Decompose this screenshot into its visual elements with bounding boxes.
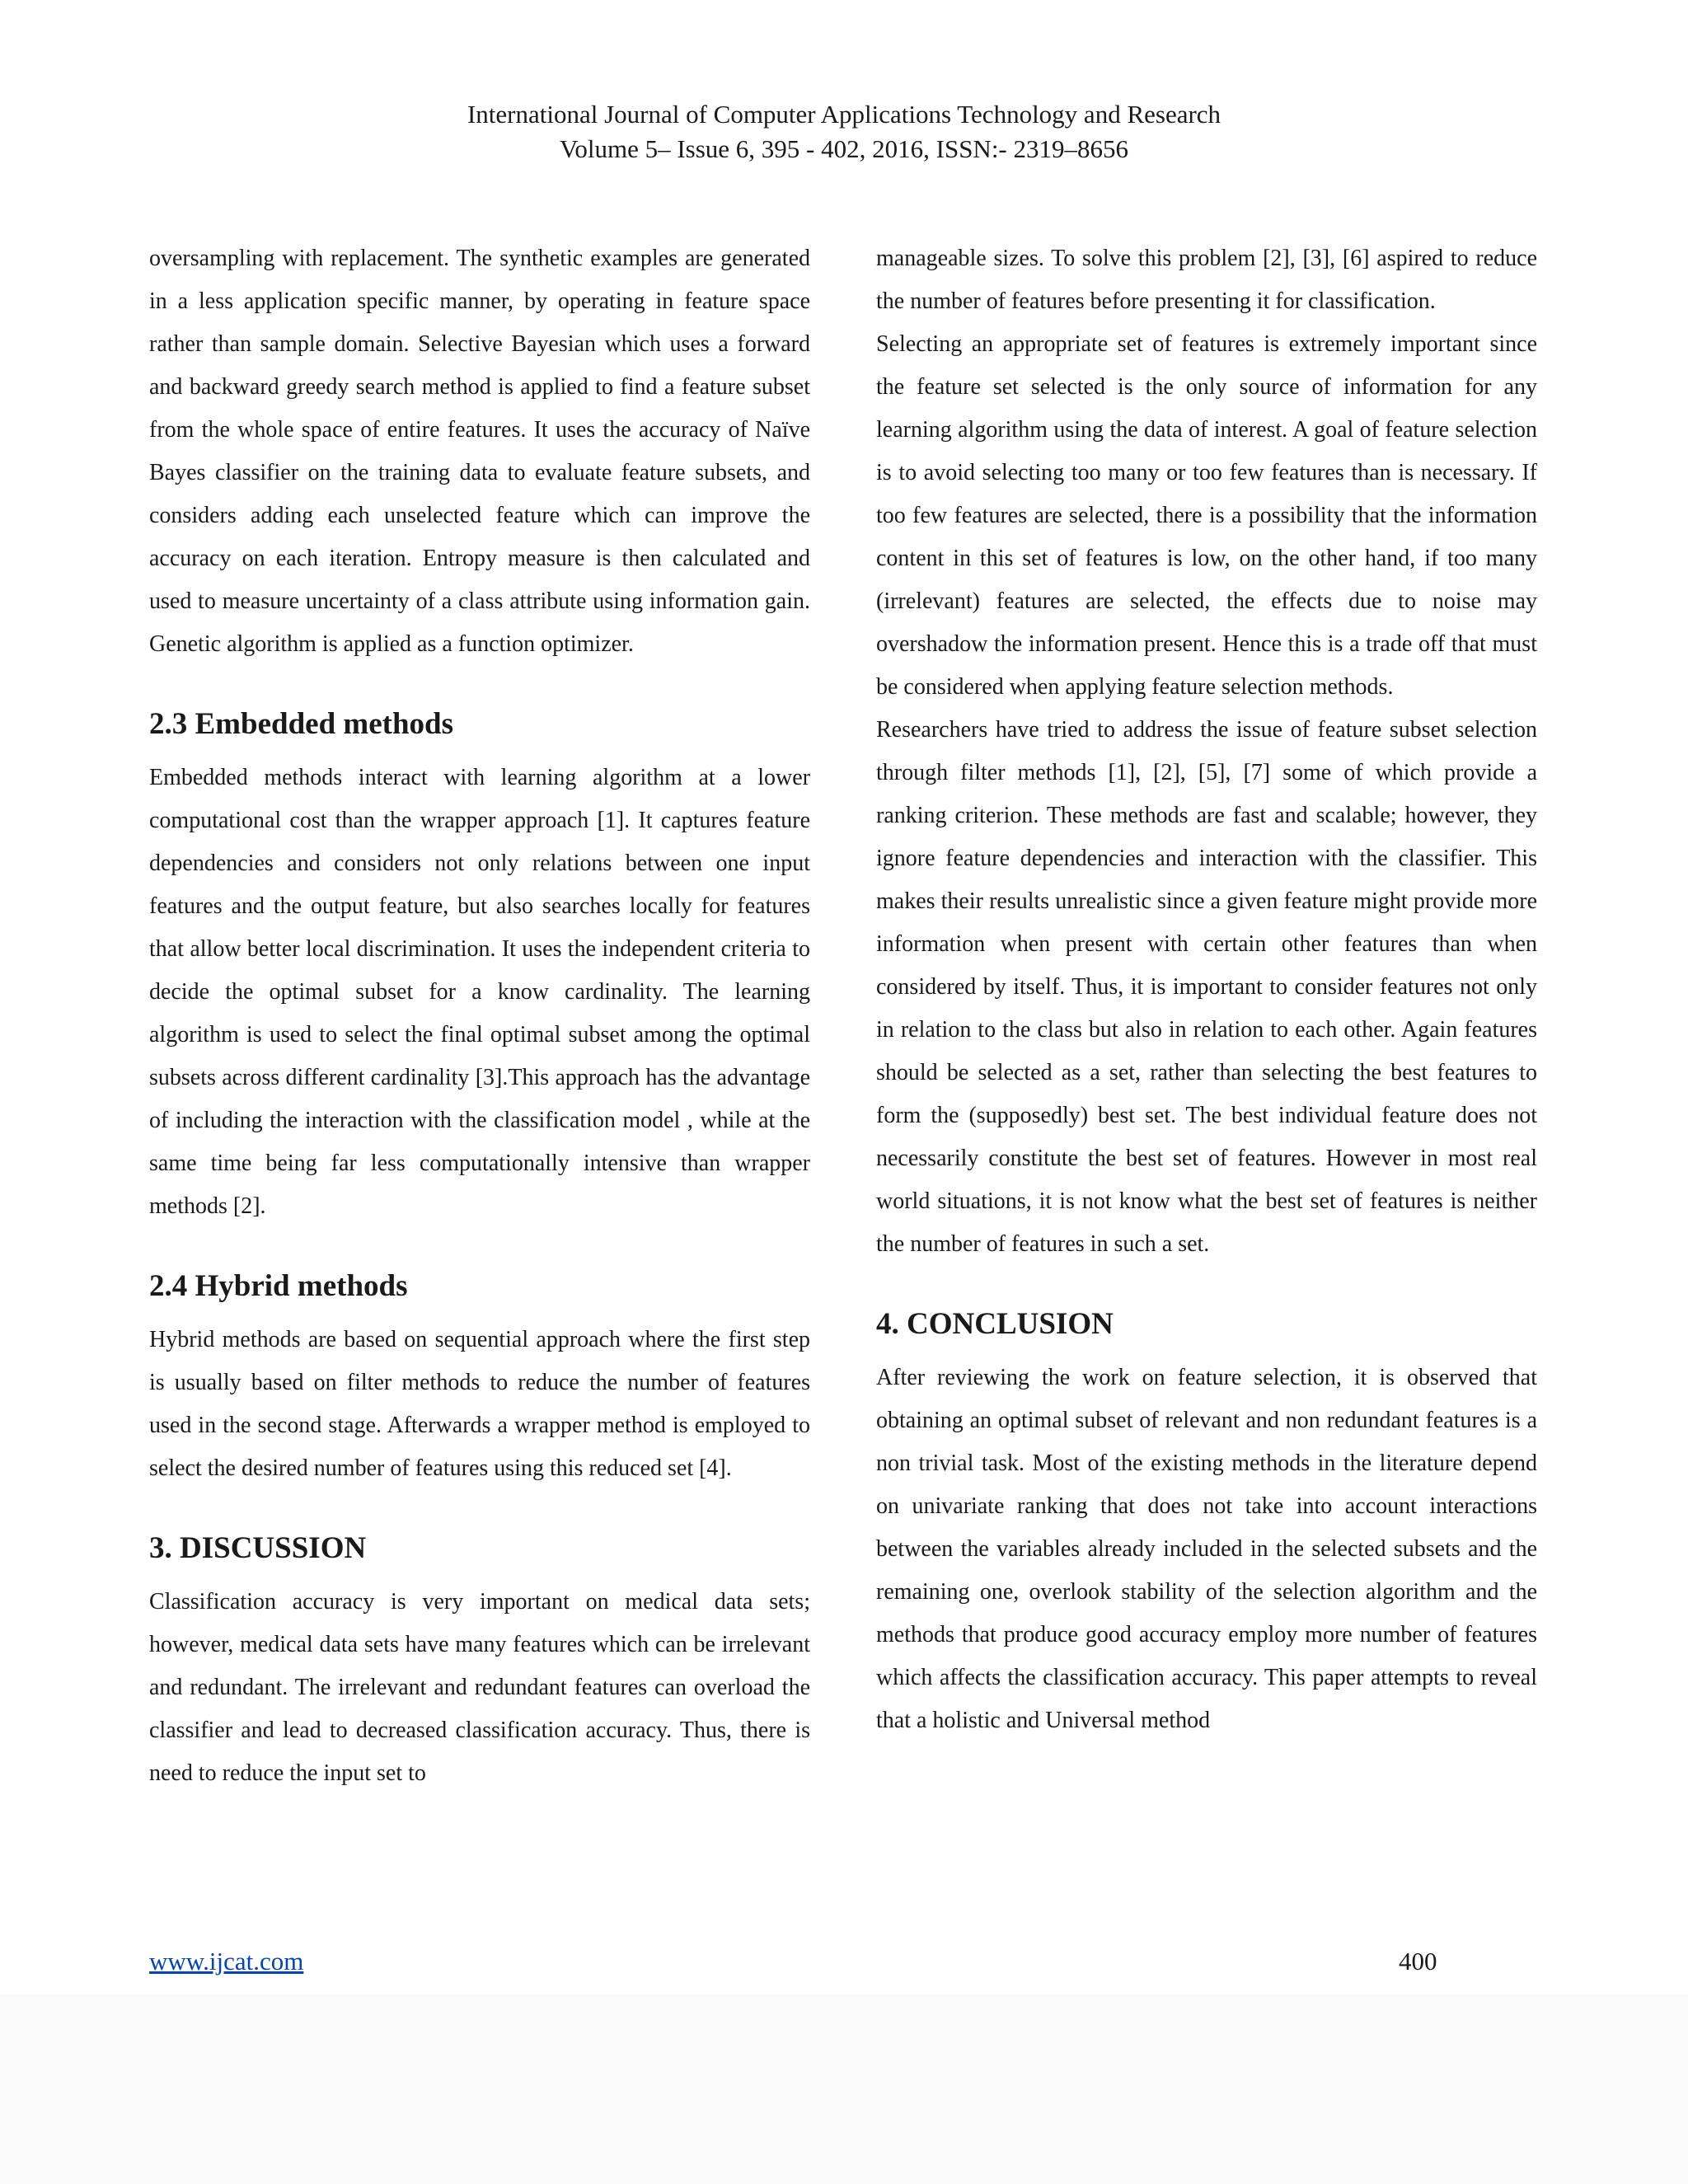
section-2-4-text: Hybrid methods are based on sequential approach where the first step is usually based on filter methods to reduce the number of features used in the second stage. Afterwards a wrapper method is employed to select the desired number of features using this reduced set [4].	[149, 1327, 810, 1481]
right-paragraph-1: manageable sizes. To solve this problem [2], [3], [6] aspired to reduce the number of features before presenting it for classification.	[876, 246, 1537, 314]
right-paragraph-3: Researchers have tried to address the issue of feature subset selection through filter methods [1], [2], [5], [7] some of which provide a ranking criterion. These methods are fast and scalable; however, they ignore feature dependencies and interaction with the classifier. This makes their results unrealistic since a given feature might provide more information when present with certain other features than when considered by itself. Thus, it is important to consider features not only in relation to the class but also in relation to each other. Again features should be selected as a set, rather than selecting the best features to form the (supposedly) best set. The best individual feature does not necessarily constitute the best set of features. However in most real world situations, it is not know what the best set of features is neither the number of features in such a set.	[876, 717, 1537, 1257]
section-2-3-heading: 2.3 Embedded methods	[149, 707, 454, 741]
journal-volume-info: Volume 5– Issue 6, 395 - 402, 2016, ISSN:- 2319–8656	[559, 134, 1129, 163]
right-paragraph-2: Selecting an appropriate set of features is extremely important since the feature set selected is the only source of information for any learning algorithm using the data of interest. A goal of feature selection is to avoid selecting too many or too few features than is necessary. If too few features are selected, there is a possibility that the information content in this set of features is low, on the other hand, if too many (irrelevant) features are selected, the effects due to noise may overshadow the information present. Hence this is a trade off that must be considered when applying feature selection methods.	[876, 331, 1537, 700]
section-3-text: Classification accuracy is very important on medical data sets; however, medical data sets have many features which can be irrelevant and redundant. The irrelevant and redundant features can overload the classifier and lead to decreased classification accuracy. Thus, there is need to reduce the input set to	[149, 1589, 810, 1786]
journal-title: International Journal of Computer Applications Technology and Research	[467, 100, 1221, 129]
page-number: 400	[1399, 1947, 1437, 1975]
section-4-text: After reviewing the work on feature selection, it is observed that obtaining an optimal subset of relevant and non redundant features is a non trivial task. Most of the existing methods in the literature depend on univariate ranking that does not take into account interactions between the variables already included in the selected subsets and the remaining one, overlook stability of the selection algorithm and the methods that produce good accuracy employ more number of features which affects the classification accuracy. This paper attempts to reveal that a holistic and Universal method	[876, 1365, 1537, 1733]
left-column	[149, 237, 810, 1795]
section-2-3-text: Embedded methods interact with learning algorithm at a lower computational cost than the wrapper approach [1]. It captures feature dependencies and considers not only relations between one input features and the output feature, but also searches locally for features that allow better local discrimination. It uses the independent criteria to decide the optimal subset for a know cardinality. The learning algorithm is used to select the final optimal subset among the optimal subsets across different cardinality [3].This approach has the advantage of including the interaction with the classification model , while at the same time being far less computationally intensive than wrapper methods [2].	[149, 765, 810, 1219]
right-column	[876, 237, 1537, 1742]
section-4-heading: 4. CONCLUSION	[876, 1307, 1114, 1341]
journal-website-link[interactable]: www.ijcat.com	[149, 1947, 304, 1975]
section-2-4-heading: 2.4 Hybrid methods	[149, 1269, 408, 1303]
section-3-heading: 3. DISCUSSION	[149, 1531, 367, 1565]
scan-margin	[0, 1994, 1688, 2184]
intro-paragraph: oversampling with replacement. The synthetic examples are generated in a less application specific manner, by operating in feature space rather than sample domain. Selective Bayesian which uses a forward and backward greedy search method is applied to find a feature subset from the whole space of entire features. It uses the accuracy of Naïve Bayes classifier on the training data to evaluate feature subsets, and considers adding each unselected feature which can improve the accuracy on each iteration. Entropy measure is then calculated and used to measure uncertainty of a class attribute using information gain. Genetic algorithm is applied as a function optimizer.	[149, 246, 810, 657]
journal-header	[0, 97, 1688, 166]
